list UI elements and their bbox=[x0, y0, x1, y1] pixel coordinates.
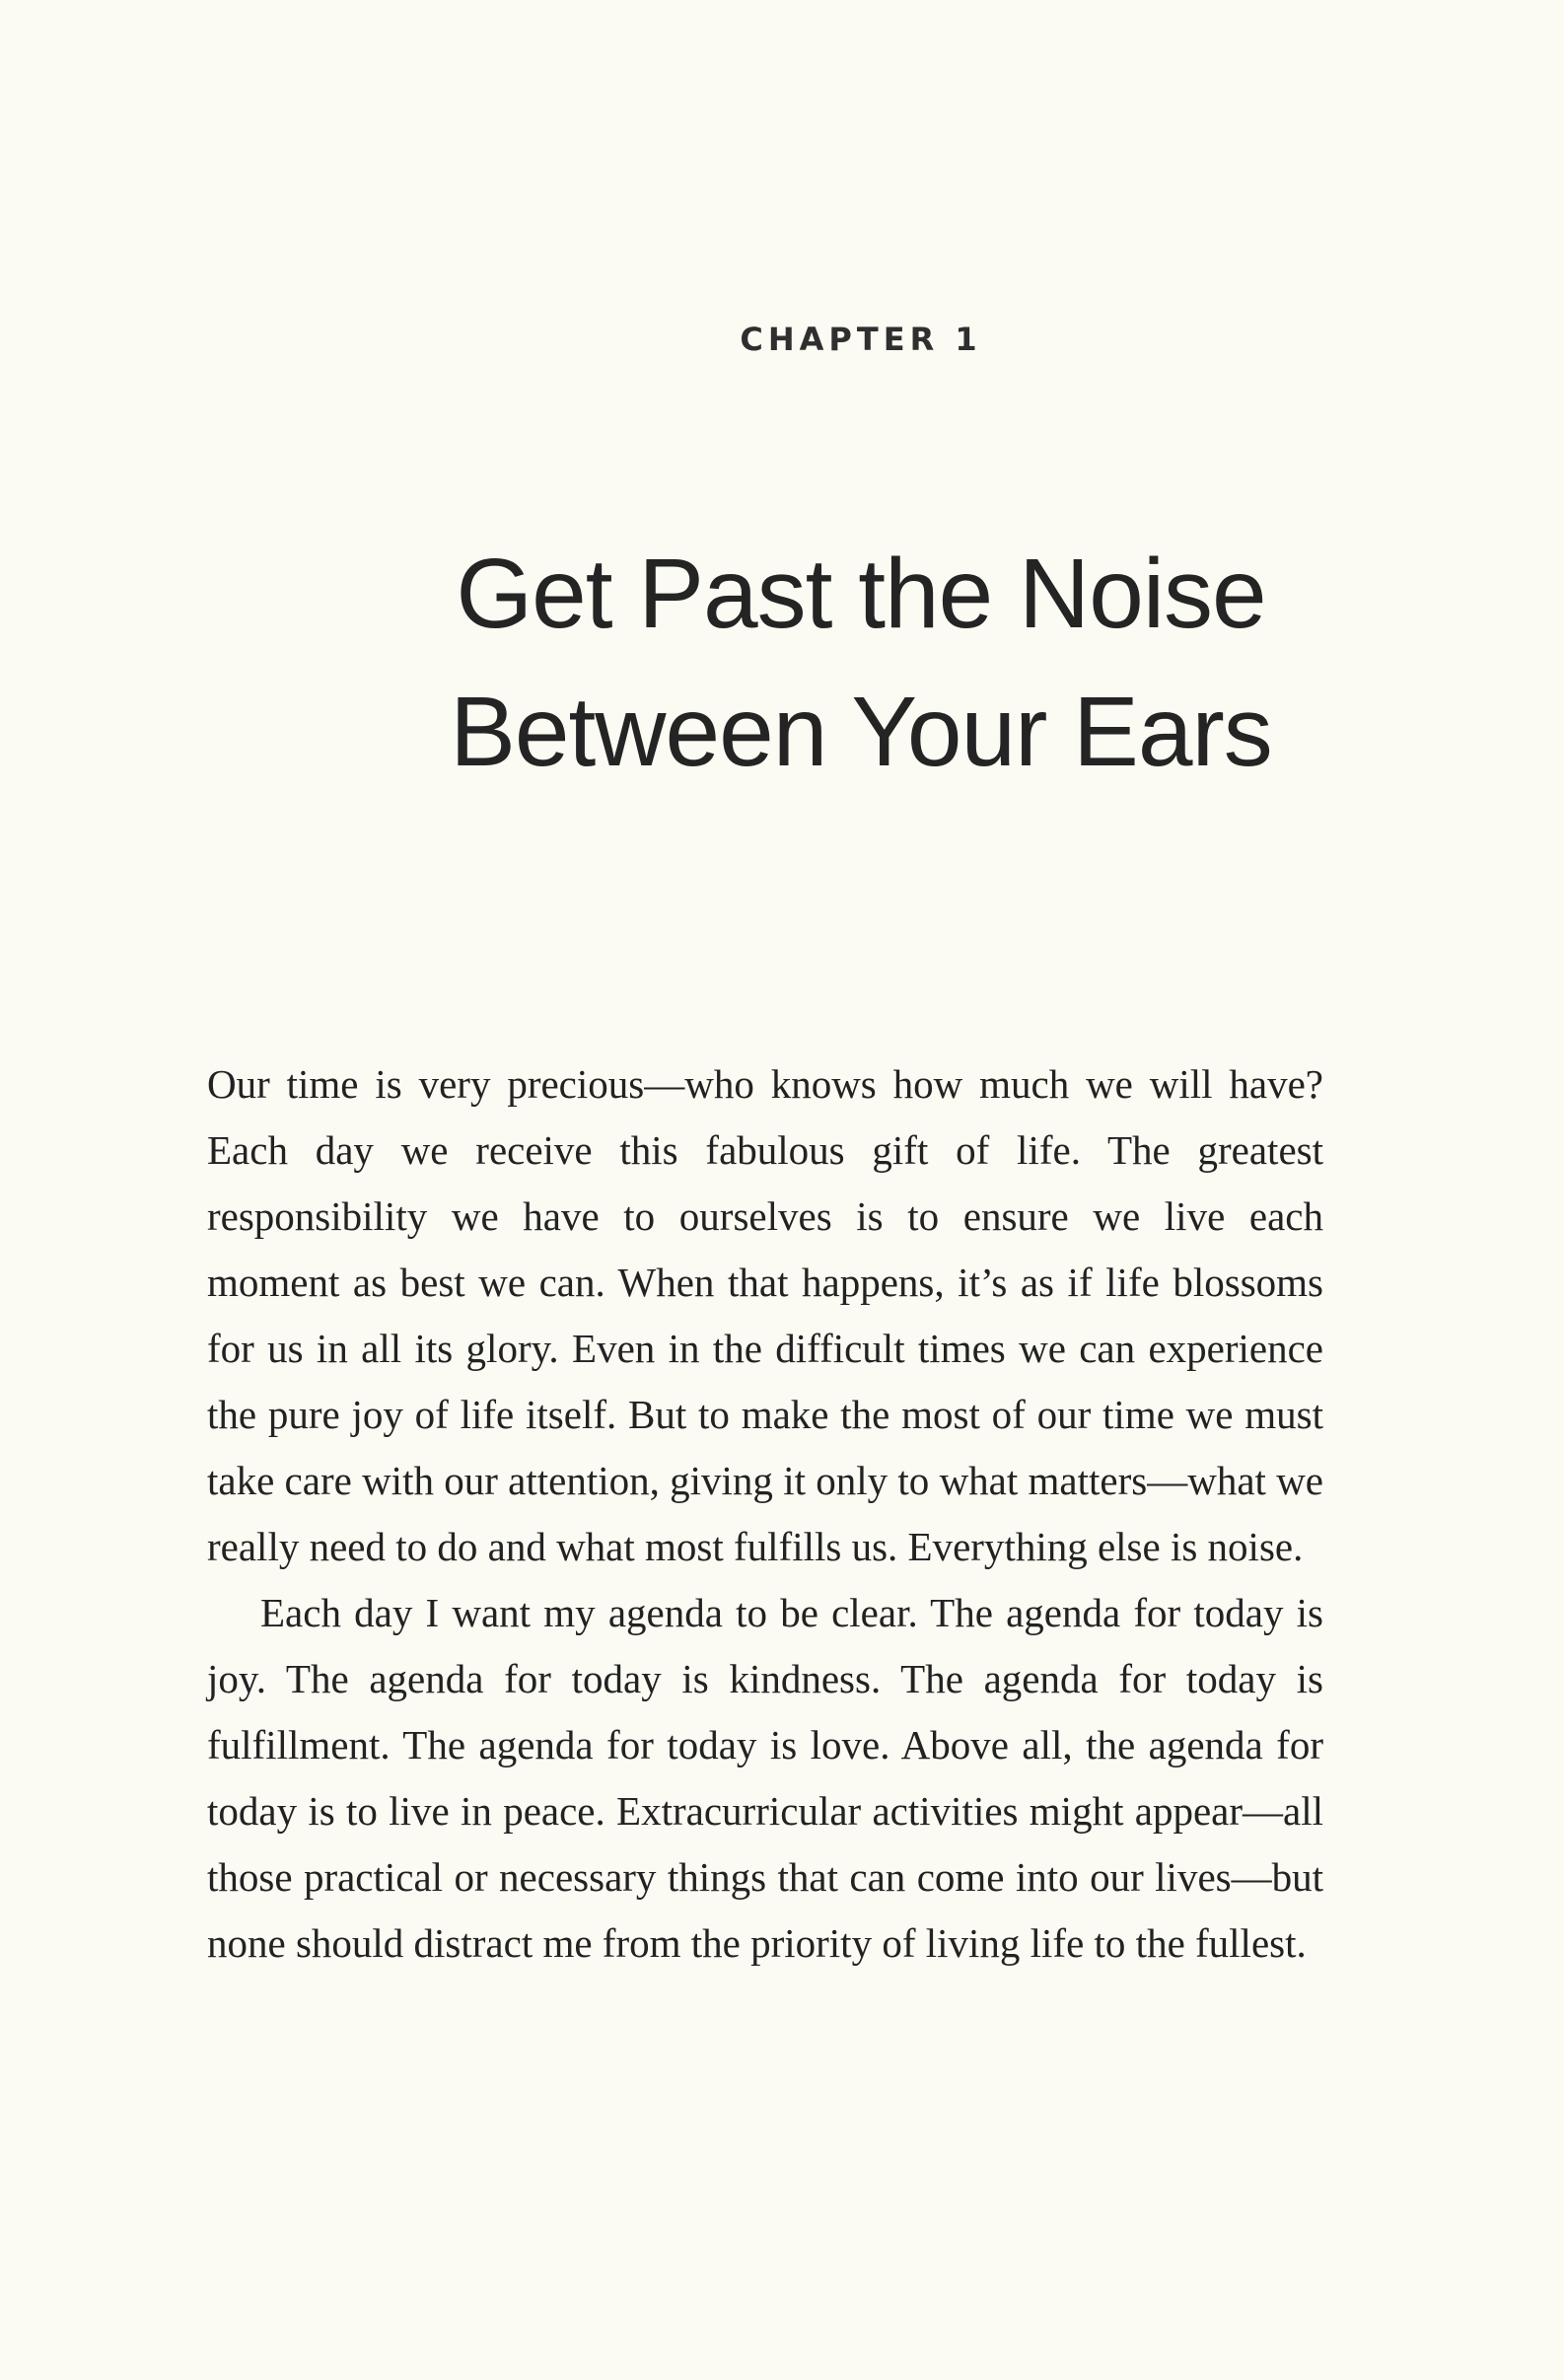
chapter-label: CHAPTER 1 bbox=[740, 321, 982, 358]
paragraph-2: Each day I want my agenda to be clear. The agenda for today is joy. The agenda for today is kindness. The agenda for today is fulfillment. The agenda for today is love. Above all, the agenda for today is to live in peace. Extracurricular activities might appear—all those practical or necessary things that can come into our lives—but none should distract me from the priority of living life to the fullest. bbox=[207, 1590, 1323, 1966]
chapter-title-line-1: Get Past the Noise bbox=[456, 539, 1266, 649]
chapter-title-line-2: Between Your Ears bbox=[450, 677, 1272, 787]
body-text bbox=[207, 1051, 1323, 1977]
paragraph-1: Our time is very precious—who knows how much we will have? Each day we receive this fabulous gift of life. The greatest responsibility we have to ourselves is to ensure we live each moment as best we can. When that happens, it’s as if life blossoms for us in all its glory. Even in the difficult times we can experience the pure joy of life itself. But to make the most of our time we must take care with our attention, giving it only to what matters—what we really need to do and what most fulfills us. Everything else is noise. bbox=[207, 1061, 1323, 1569]
